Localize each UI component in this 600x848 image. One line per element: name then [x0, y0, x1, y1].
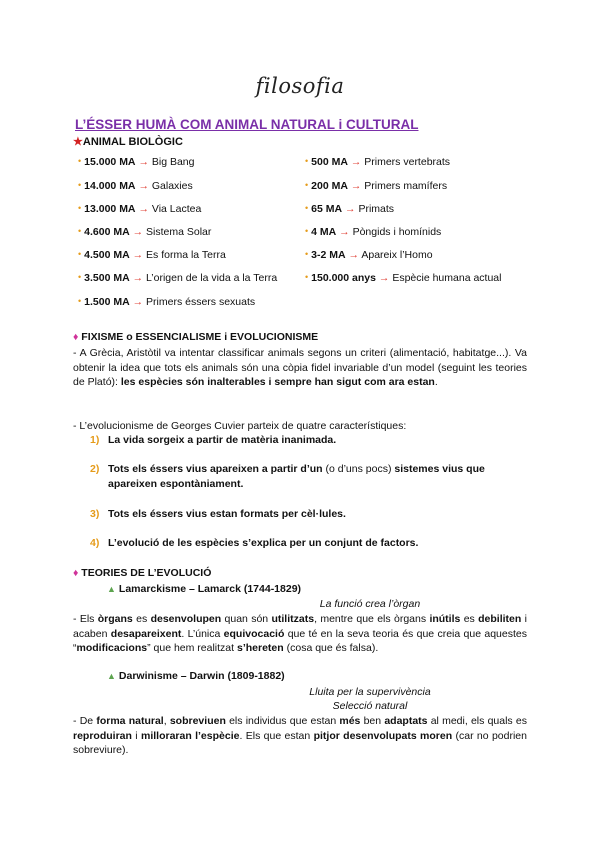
timeline-event: Pòngids i homínids [352, 226, 442, 238]
timeline-event: Big Bang [151, 156, 195, 168]
paragraph-text: i acaben [73, 613, 527, 640]
sub-heading-text: ANIMAL BIOLÒGIC [82, 136, 183, 148]
bullet-icon: • [78, 180, 82, 190]
timeline-item [305, 180, 447, 192]
timeline-item [78, 249, 226, 261]
arrow-right-icon: → [135, 156, 152, 168]
paragraph-bold: adaptats [384, 715, 428, 727]
paragraph-bold: s’hereten [237, 642, 284, 654]
timeline-time: 13.000 MA [84, 203, 136, 215]
timeline-time: 3.500 MA [84, 272, 130, 284]
list-number: 4) [90, 537, 100, 549]
paragraph-text: al medi, els quals es [427, 715, 527, 727]
paragraph-bold: milloraran l’espècie [140, 729, 240, 742]
timeline-event: Via Lactea [151, 203, 202, 215]
arrow-right-icon: → [129, 226, 147, 238]
paragraph-text: (cosa que és falsa). [283, 642, 379, 654]
theory-lamarck-motto: La funció crea l’òrgan [319, 598, 421, 610]
timeline-item [78, 296, 255, 308]
paragraph-bold: les espècies són inalterables i sempre han sigut com ara estan [120, 376, 435, 388]
paragraph-aristotil [73, 346, 527, 390]
list-text: Tots els éssers vius estan formats per cèl·lules. [108, 508, 346, 520]
paragraph-bold: inútils [429, 613, 461, 625]
timeline-time: 4 MA [311, 226, 337, 238]
theory-title-text: Darwinisme – Darwin (1809-1882) [118, 670, 285, 682]
section-heading-text: TEORIES DE L’EVOLUCIÓ [81, 567, 212, 579]
timeline-event: Espècie humana actual [392, 272, 502, 284]
paragraph-text: (car no podrien sobreviure). [73, 729, 527, 756]
arrow-right-icon: → [129, 296, 147, 308]
paragraph-text: quan són [221, 613, 272, 625]
bullet-icon: • [305, 226, 309, 236]
arrow-right-icon: → [347, 180, 365, 192]
timeline-item [78, 180, 193, 192]
diamond-icon: ♦ [73, 331, 79, 343]
section-heading-teories [73, 567, 211, 579]
timeline-time: 150.000 anys [311, 272, 376, 284]
list-text: L’evolució de les espècies s’explica per un conjunt de factors. [108, 537, 419, 549]
arrow-right-icon: → [129, 272, 147, 284]
arrow-right-icon: → [336, 226, 353, 238]
timeline-time: 15.000 MA [84, 156, 136, 168]
timeline-item [78, 226, 211, 238]
timeline-event: Sistema Solar [146, 226, 212, 238]
main-heading: L’ÉSSER HUMÀ COM ANIMAL NATURAL i CULTURAL [75, 117, 419, 132]
diamond-icon: ♦ [73, 567, 79, 579]
paragraph-darwin [73, 714, 527, 758]
paragraph-text: - Els [73, 613, 98, 625]
sub-heading [73, 135, 183, 148]
paragraph-text: . Els que estan [239, 729, 314, 742]
paragraph-bold: debiliten [478, 613, 522, 625]
bullet-icon: • [305, 156, 309, 166]
list-item [90, 433, 527, 448]
timeline-item [305, 272, 501, 284]
list-text-normal: (o d’uns pocs) [322, 463, 395, 475]
bullet-icon: • [78, 226, 82, 236]
timeline-event: Primers mamífers [364, 180, 448, 192]
paragraph-text: - A Grècia, Aristòtil va intentar classificar animals segons un criteri (alimentació, habitatge...). Va obtenir la idea que tots els animals són una còpia fidel invariable d’un model (seguint les teories de Plató): [73, 347, 527, 388]
arrow-right-icon: → [345, 249, 362, 261]
bullet-icon: • [78, 156, 82, 166]
timeline-item [305, 156, 450, 168]
bullet-icon: • [305, 249, 309, 259]
timeline-time: 500 MA [311, 156, 348, 168]
paragraph-bold: desapareixent [110, 627, 182, 640]
triangle-icon: ▲ [107, 671, 116, 681]
paragraph-text: que té en la seva teoria és que creia que aquestes “ [73, 627, 527, 654]
paragraph-bold: òrgans [97, 613, 133, 625]
paragraph-bold: pitjor desenvolupats moren [313, 729, 453, 742]
list-number: 3) [90, 508, 100, 520]
timeline-time: 14.000 MA [84, 180, 136, 192]
bullet-icon: • [78, 296, 82, 306]
bullet-icon: • [78, 203, 82, 213]
section-heading-fixisme [73, 331, 318, 343]
paragraph-text: ben [360, 715, 385, 727]
bullet-icon: • [78, 249, 82, 259]
paragraph-bold: utilitzats [271, 613, 315, 625]
paragraph-text: els individus que estan [225, 715, 340, 727]
theory-title-text: Lamarckisme – Lamarck (1744-1829) [118, 583, 302, 595]
bullet-icon: • [305, 180, 309, 190]
theory-darwin-motto-2: Selecció natural [332, 700, 408, 712]
list-item [90, 507, 527, 522]
timeline-time: 4.500 MA [84, 249, 130, 261]
timeline-item [305, 226, 441, 238]
paragraph-bold: forma natural [96, 715, 164, 727]
timeline-item [78, 203, 201, 215]
paragraph-text: , [163, 715, 170, 727]
paragraph-bold: modificacions [76, 642, 148, 654]
timeline-event: Galaxies [151, 180, 193, 192]
paragraph-text: - De [73, 715, 97, 727]
bullet-icon: • [305, 203, 309, 213]
list-text-bold: sistemes vius que apareixen espontàniament. [108, 463, 485, 490]
arrow-right-icon: → [135, 203, 152, 215]
paragraph-text: es [132, 613, 151, 625]
list-number: 2) [90, 463, 100, 475]
timeline-event: L’origen de la vida a la Terra [146, 272, 278, 284]
timeline-event: Apareix l’Homo [361, 249, 433, 261]
paragraph-text: . L’única [181, 627, 224, 640]
list-text: La vida sorgeix a partir de matèria inanimada. [108, 434, 337, 446]
paragraph-bold: equivocació [223, 627, 285, 640]
paragraph-end: . [434, 376, 438, 388]
section-heading-text: FIXISME o ESSENCIALISME i EVOLUCIONISME [81, 331, 319, 343]
timeline-item [305, 203, 394, 215]
star-icon: ★ [73, 136, 83, 148]
timeline-event: Primers vertebrats [364, 156, 451, 168]
paragraph-lamarck [73, 612, 527, 656]
timeline-time: 3-2 MA [311, 249, 346, 261]
paragraph-text: ” que hem realitzat [147, 642, 237, 654]
paragraph-text: , mentre que els òrgans [314, 613, 430, 625]
arrow-right-icon: → [347, 156, 365, 168]
timeline-event: Es forma la Terra [146, 249, 226, 261]
timeline-time: 200 MA [311, 180, 348, 192]
paragraph-text: i [131, 729, 141, 742]
timeline-time: 1.500 MA [84, 296, 130, 308]
arrow-right-icon: → [342, 203, 359, 215]
timeline-item [78, 272, 277, 284]
paragraph-bold: reproduiran [73, 729, 132, 742]
theory-lamarck-title [107, 583, 301, 595]
bullet-icon: • [78, 272, 82, 282]
list-number: 1) [90, 434, 100, 446]
timeline-item [305, 249, 433, 261]
list-text-bold: Tots els éssers vius apareixen a partir d’un [108, 463, 323, 475]
paragraph-bold: desenvolupen [150, 613, 222, 625]
list-item [90, 536, 527, 551]
paragraph-bold: més [339, 715, 361, 727]
list-item [90, 462, 527, 491]
paragraph-cuvier: - L’evolucionisme de Georges Cuvier parteix de quatre característiques: [73, 420, 407, 432]
paragraph-bold: sobreviuen [169, 715, 226, 727]
theory-darwin-motto-1: Lluita per la supervivència [309, 686, 431, 698]
bullet-icon: • [305, 272, 309, 282]
timeline-item [78, 156, 195, 168]
paragraph-text: es [460, 613, 479, 625]
script-title: filosofia [255, 74, 345, 98]
theory-darwin-title [107, 670, 285, 682]
arrow-right-icon: → [375, 272, 393, 284]
timeline-event: Primers éssers sexuats [146, 296, 256, 308]
timeline-time: 4.600 MA [84, 226, 130, 238]
timeline-event: Primats [358, 203, 395, 215]
timeline-time: 65 MA [311, 203, 343, 215]
triangle-icon: ▲ [107, 584, 116, 594]
arrow-right-icon: → [129, 249, 147, 261]
arrow-right-icon: → [135, 180, 152, 192]
